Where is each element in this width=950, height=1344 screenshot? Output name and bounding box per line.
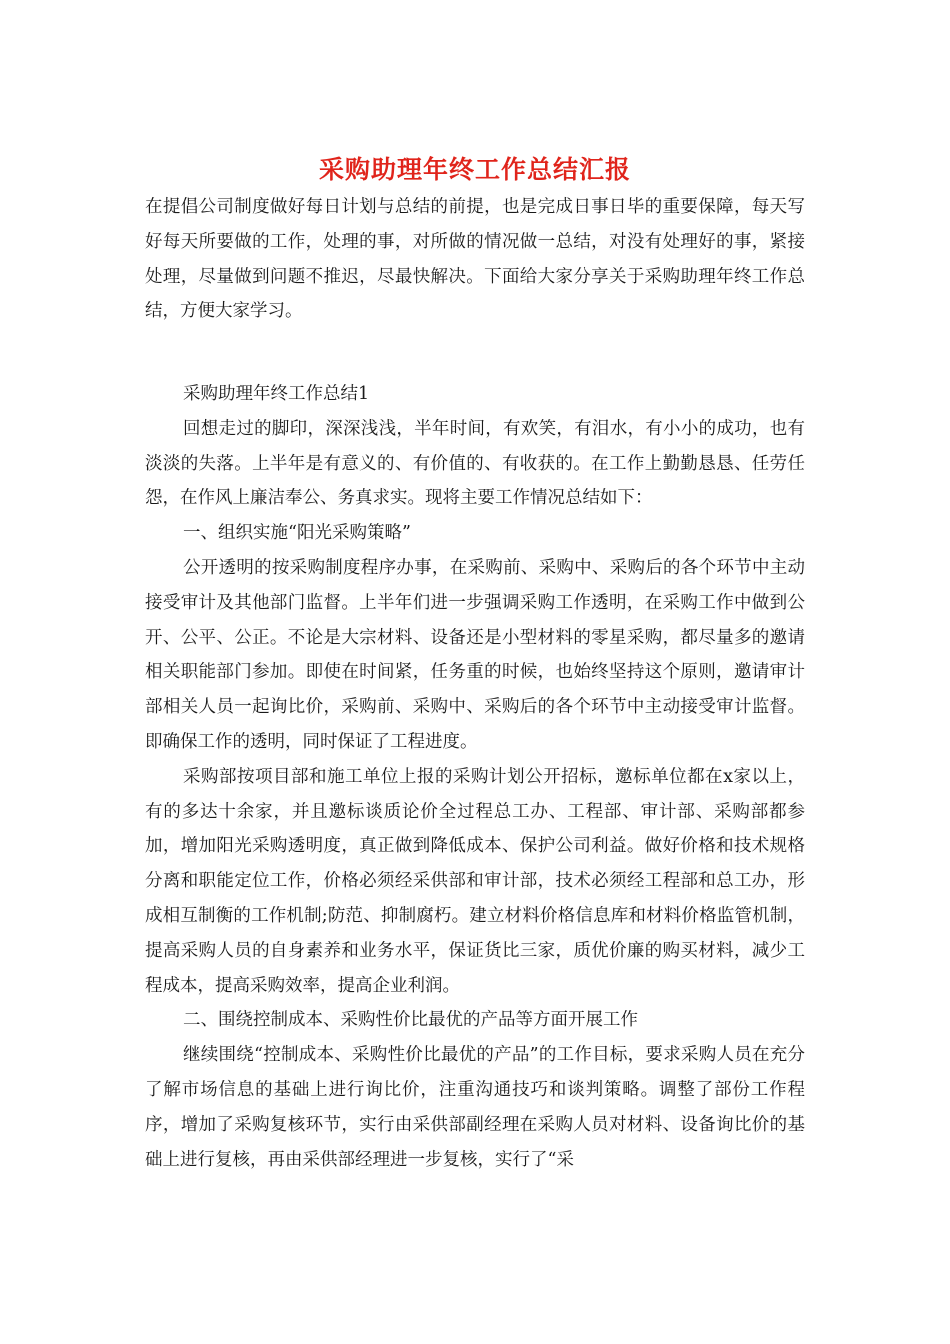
body-paragraph: 回想走过的脚印，深深浅浅，半年时间，有欢笑，有泪水，有小小的成功，也有淡淡的失落。上半年是有意义的、有价值的、有收获的。在工作上勤勤恳恳、任劳任怨，在作风上廉洁奉公、务真求实。现将主要工作情况总结如下： bbox=[145, 418, 805, 509]
document-title: 采购助理年终工作总结汇报 bbox=[318, 155, 631, 184]
section-heading: 一、组织实施“阳光采购策略” bbox=[183, 523, 411, 544]
body-paragraph: 采购部按项目部和施工单位上报的采购计划公开招标，邀标单位都在x家以上，有的多达十余家，并且邀标谈质论价全过程总工办、工程部、审计部、采购部都参加，增加阳光采购透明度，真正做到降低成本、保护公司利益。做好价格和技术规格分离和职能定位工作，价格必须经采供部和审计部，技术必须经工程部和总工办，形成相互制衡的工作机制;防范、抑制腐朽。建立材料价格信息库和材料价格监管机制，提高采购人员的自身素养和业务水平，保证货比三家，质优价廉的购买材料，减少工程成本，提高采购效率，提高企业利润。 bbox=[145, 766, 805, 996]
body-paragraph: 公开透明的按采购制度程序办事，在采购前、采购中、采购后的各个环节中主动接受审计及其他部门监督。上半年们进一步强调采购工作透明，在采购工作中做到公开、公平、公正。不论是大宗材料、设备还是小型材料的零星采购，都尽量多的邀请相关职能部门参加。即使在时间紧，任务重的时候，也始终坚持这个原则，邀请审计部相关人员一起询比价，采购前、采购中、采购后的各个环节中主动接受审计监督。即确保工作的透明，同时保证了工程进度。 bbox=[145, 557, 805, 752]
summary-section-1 bbox=[145, 377, 805, 1177]
intro-paragraph: 在提倡公司制度做好每日计划与总结的前提，也是完成日事日毕的重要保障，每天写好每天所要做的工作，处理的事，对所做的情况做一总结，对没有处理好的事，紧接处理，尽量做到问题不推迟，尽最快解决。下面给大家分享关于采购助理年终工作总结，方便大家学习。 bbox=[145, 197, 805, 322]
intro-section bbox=[145, 190, 805, 329]
section-heading: 二、围绕控制成本、采购性价比最优的产品等方面开展工作 bbox=[183, 1010, 638, 1031]
body-paragraph: 继续围绕“控制成本、采购性价比最优的产品”的工作目标，要求采购人员在充分了解市场信息的基础上进行询比价，注重沟通技巧和谈判策略。调整了部份工作程序，增加了采购复核环节，实行由采供部副经理在采购人员对材料、设备询比价的基础上进行复核，再由采供部经理进一步复核，实行了“采 bbox=[145, 1045, 805, 1170]
section-title: 采购助理年终工作总结1 bbox=[183, 384, 370, 404]
